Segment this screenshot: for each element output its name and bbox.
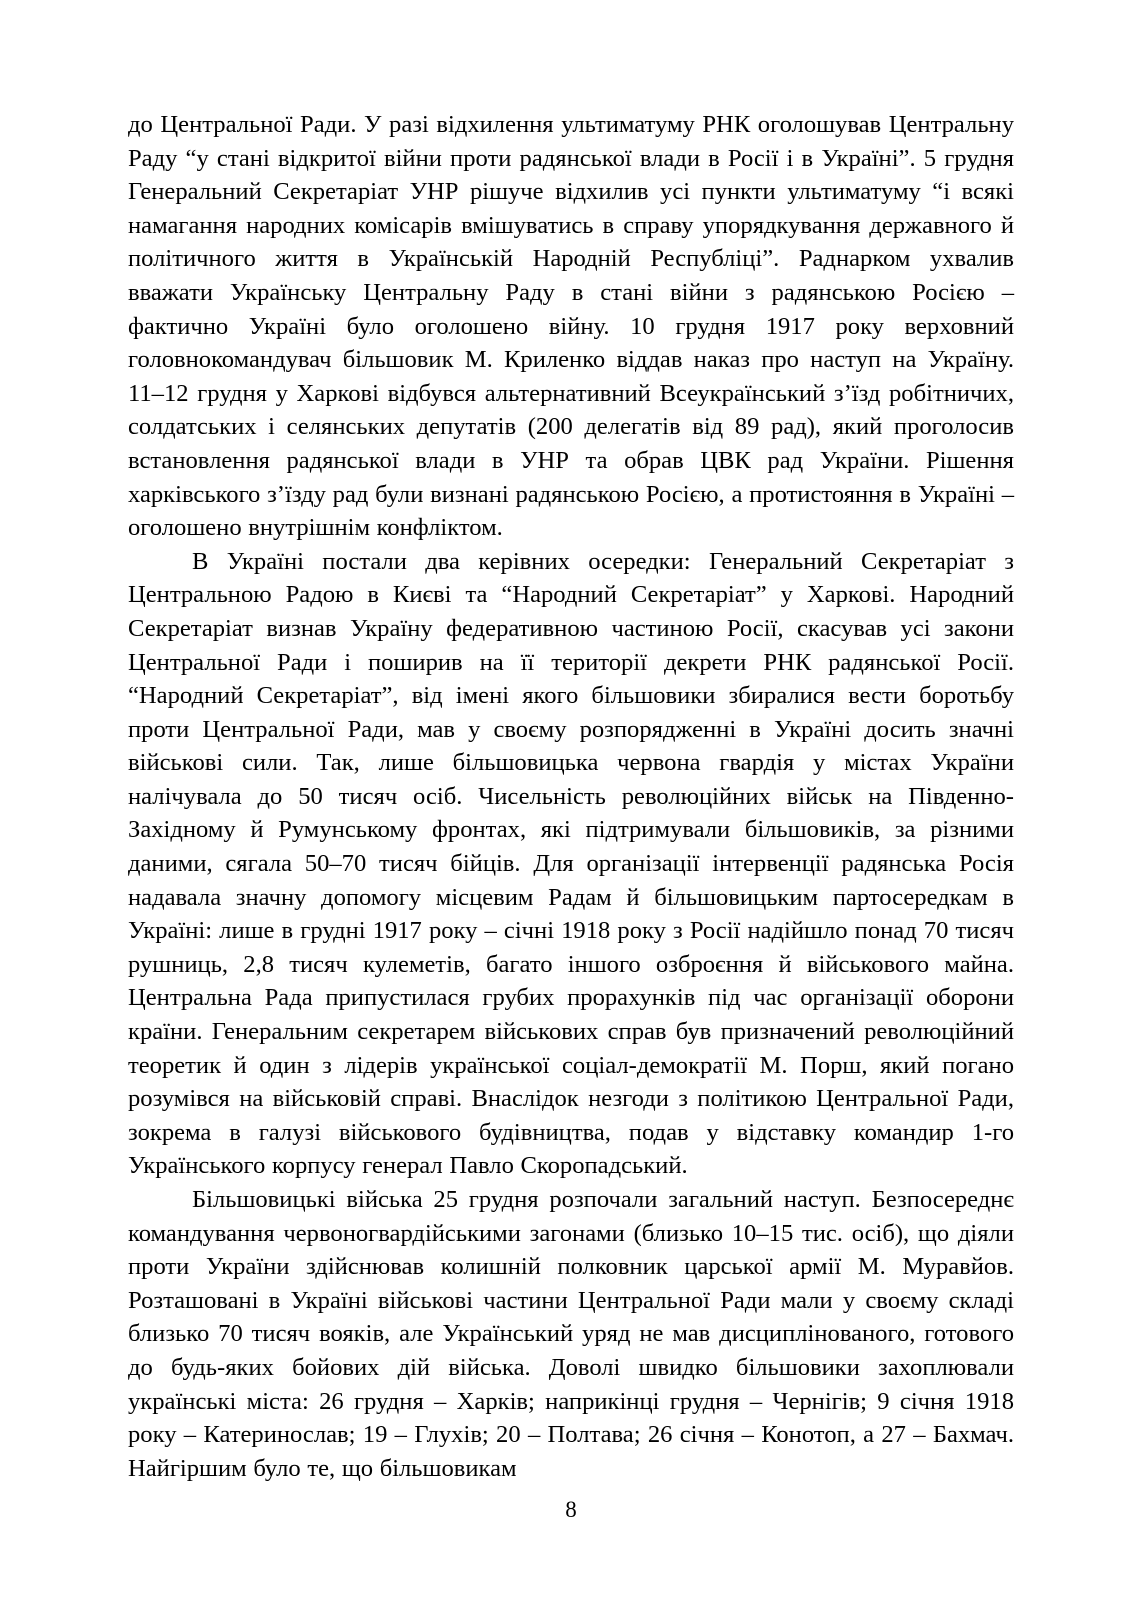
page-number: 8 <box>565 1497 577 1522</box>
paragraph-bolshevik-offensive: Більшовицькі війська 25 грудня розпочали загальний наступ. Безпосереднє командування червоногвардійськими загонами (близько 10–15 тис. осіб), що діяли проти України здійснював колишній полковник царської армії М. Муравйов. Розташовані в Україні військові частини Центральної Ради мали у своєму складі близько 70 тисяч вояків, але Український уряд не мав дисциплінованого, готового до будь-яких бойових дій війська. Доволі швидко більшовики захоплювали українські міста: 26 грудня – Харків; наприкінці грудня – Чернігів; 9 січня 1918 року – Катеринослав; 19 – Глухів; 20 – Полтава; 26 січня – Конотоп, а 27 – Бахмач. Найгіршим було те, що більшовикам <box>128 1186 1014 1482</box>
paragraph-two-centres: В Україні постали два керівних осередки: Генеральний Секретаріат з Центральною Радою в Києві та “Народний Секретаріат” у Харкові. Народний Секретаріат визнав Україну федеративною частиною Росії, скасував усі закони Центральної Ради і поширив на її території декрети РНК радянської Росії. “Народний Секретаріат”, від імені якого більшовики збиралися вести боротьбу проти Центральної Ради, мав у своєму розпорядженні в Україні досить значні військові сили. Так, лише більшовицька червона гвардія у містах України налічувала до 50 тисяч осіб. Чисельність революційних військ на Південно-Західному й Румунському фронтах, які підтримували більшовиків, за різними даними, сягала 50–70 тисяч бійців. Для організації інтервенції радянська Росія надавала значну допомогу місцевим Радам й більшовицьким партосередкам в Україні: лише в грудні 1917 року – січні 1918 року з Росії надійшло понад 70 тисяч рушниць, 2,8 тисяч кулеметів, багато іншого озброєння й військового майна. Центральна Рада припустилася грубих прорахунків під час організації оборони країни. Генеральним секретарем військових справ був призначений революційний теоретик й один з лідерів української соціал-демократії М. Порш, який погано розумівся на військовій справі. Внаслідок незгоди з політикою Центральної Ради, зокрема в галузі військового будівництва, подав у відставку командир 1-го Українського корпусу генерал Павло Скоропадський. <box>128 547 1014 1180</box>
page-text-body <box>128 108 1014 1485</box>
paragraph-continuation: до Центральної Ради. У разі відхилення ультиматуму РНК оголошував Центральну Раду “у стані відкритої війни проти радянської влади в Росії і в Україні”. 5 грудня Генеральний Секретаріат УНР рішуче відхилив усі пункти ультиматуму “і всякі намагання народних комісарів вмішуватись в справу упорядкування державного й політичного життя в Українській Народній Республіці”. Раднарком ухвалив вважати Українську Центральну Раду в стані війни з радянською Росією – фактично Україні було оголошено війну. 10 грудня 1917 року верховний головнокомандувач більшовик М. Криленко віддав наказ про наступ на Україну. 11–12 грудня у Харкові відбувся альтернативний Всеукраїнський з’їзд робітничих, солдатських і селянських депутатів (200 делегатів від 89 рад), який проголосив встановлення радянської влади в УНР та обрав ЦВК рад України. Рішення харківського з’їзду рад були визнані радянською Росією, а протистояння в Україні – оголошено внутрішнім конфліктом. <box>128 111 1014 542</box>
